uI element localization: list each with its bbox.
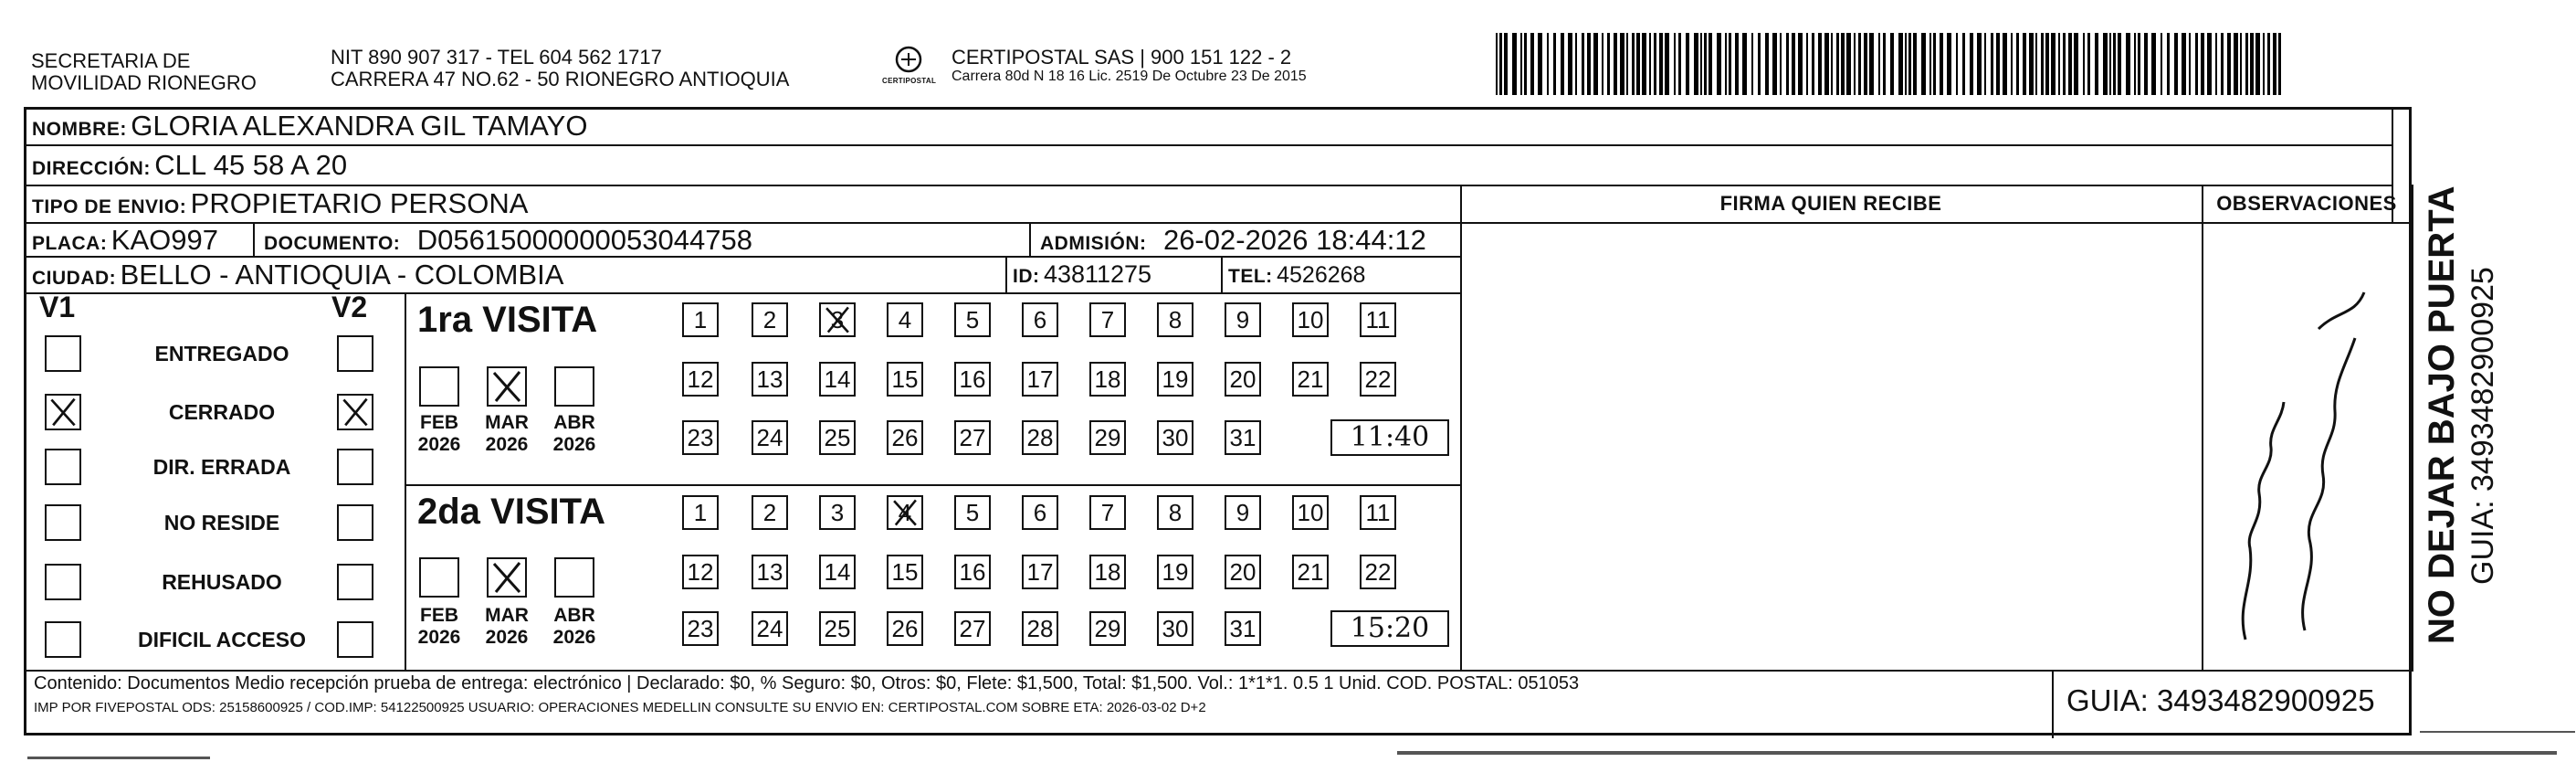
barcode-bar (2174, 33, 2178, 95)
barcode-bar (2074, 33, 2078, 95)
barcode-bar (1956, 33, 1958, 95)
barcode-bar (1854, 33, 1856, 95)
month-checkbox[interactable] (487, 557, 527, 598)
month-year: 2026 (552, 434, 596, 455)
barcode-bar (1818, 33, 1822, 95)
month-label (542, 605, 606, 649)
x-mark-icon (47, 396, 79, 429)
barcode-bar (1700, 33, 1702, 95)
barcode-bar (1751, 33, 1753, 95)
day-box[interactable]: 6 (1022, 495, 1058, 530)
barcode-bar (2029, 33, 2034, 95)
firma-label: FIRMA QUIEN RECIBE (1719, 192, 1942, 215)
month-label (475, 412, 539, 456)
status-v1-checkbox[interactable] (45, 394, 81, 430)
day-box[interactable]: 23 (682, 611, 719, 646)
x-mark-icon (339, 396, 372, 429)
barcode-bar (2058, 33, 2060, 95)
day-box[interactable]: 9 (1225, 302, 1261, 337)
day-box[interactable]: 24 (752, 420, 788, 455)
barcode-bar (1947, 33, 1951, 95)
day-box[interactable]: 25 (819, 611, 856, 646)
barcode-bar (1878, 33, 1880, 95)
barcode-bar (1632, 33, 1635, 95)
barcode-bar (2245, 33, 2248, 95)
barcode-bar (2215, 33, 2217, 95)
day-box[interactable]: 21 (1292, 362, 1329, 397)
barcode-bar (1869, 33, 1874, 95)
footer-imp: IMP POR FIVEPOSTAL ODS: 25158600925 / COD.IMP: 54122500925 USUARIO: OPERACIONES MEDELLIN CONSULTE SU ENVIO EN: CERTIPOSTAL.COM SOBRE ETA: 2026-03-02 D+2 (34, 700, 1206, 715)
barcode-bar (2207, 33, 2212, 95)
barcode-bar (1940, 33, 1943, 95)
barcode-bar (1729, 33, 1731, 95)
day-box[interactable]: 28 (1022, 611, 1058, 646)
day-box[interactable]: 24 (752, 611, 788, 646)
day-box[interactable]: 18 (1089, 555, 1126, 589)
barcode-bar (1587, 33, 1591, 95)
ciudad-label: CIUDAD: (32, 268, 117, 289)
status-label: DIR. ERRADA (152, 455, 291, 479)
barcode-bar (1846, 33, 1851, 95)
status-label: DIFICIL ACCESO (137, 628, 306, 651)
v2-label: V2 (331, 291, 368, 323)
barcode-bar (1970, 33, 1973, 95)
barcode-bar (1921, 33, 1926, 95)
day-box[interactable]: 15 (887, 362, 923, 397)
barcode-bar (1962, 33, 1965, 95)
day-box[interactable]: 7 (1089, 302, 1126, 337)
barcode-bar (1636, 33, 1640, 95)
company-info (952, 47, 1307, 85)
barcode-bar (1538, 33, 1542, 95)
x-mark-icon (489, 559, 525, 596)
barcode-bar (2234, 33, 2238, 95)
barcode-bar (2068, 33, 2072, 95)
day-box[interactable]: 3 (819, 302, 856, 337)
barcode-bar (1582, 33, 1584, 95)
footer-guia: GUIA: 3493482900925 (2066, 683, 2375, 717)
month-name: FEB (420, 412, 458, 433)
day-box[interactable]: 31 (1225, 420, 1261, 455)
barcode-bar (1704, 33, 1707, 95)
barcode-bar (1913, 33, 1917, 95)
tel-label: TEL: (1228, 266, 1273, 287)
day-box[interactable]: 19 (1157, 555, 1193, 589)
day-box[interactable]: 30 (1157, 611, 1193, 646)
barcode-bar (2118, 33, 2121, 95)
barcode-bar (2126, 33, 2130, 95)
barcode-bar (1812, 33, 1814, 95)
day-box[interactable]: 10 (1292, 495, 1329, 530)
sender-info (331, 47, 789, 90)
x-mark-icon (821, 304, 854, 335)
barcode-bar (2267, 33, 2270, 95)
month-label (475, 605, 539, 649)
day-box[interactable]: 26 (887, 611, 923, 646)
month-checkbox[interactable] (419, 366, 459, 407)
id-value: 43811275 (1043, 260, 1152, 288)
month-year: 2026 (417, 627, 461, 648)
barcode-bar (2045, 33, 2049, 95)
day-box[interactable]: 16 (954, 362, 991, 397)
barcode-bar (1905, 33, 1907, 95)
barcode-bar (1654, 33, 1656, 95)
status-v1-checkbox[interactable] (45, 564, 81, 600)
visit-time: 15:20 (1330, 610, 1449, 647)
barcode-bar (2083, 33, 2085, 95)
footer-contenido: Contenido: Documentos Medio recepción prueba de entrega: electrónico | Declarado: $0, % Seguro: $0, Otros: $0, Flete: $1,500, Total: $1,500. Vol.: 1*1*1. 0.5 1 Unid. COD. POSTAL: 051053 (34, 673, 1580, 693)
barcode-bar (1553, 33, 1556, 95)
x-mark-icon (888, 497, 921, 528)
day-box[interactable]: 1 (682, 495, 719, 530)
id-field (1013, 260, 1151, 289)
nombre-label: NOMBRE: (32, 119, 127, 140)
day-box[interactable]: 6 (1022, 302, 1058, 337)
bottom-edge-corner (2420, 731, 2575, 733)
day-box[interactable]: 11 (1360, 302, 1396, 337)
barcode-bar (2063, 33, 2066, 95)
barcode-bar (2138, 33, 2140, 95)
month-year: 2026 (485, 627, 529, 648)
barcode-bar (1602, 33, 1603, 95)
barcode-bar (1742, 33, 1747, 95)
nit-line: NIT 890 907 317 - TEL 604 562 1717 (331, 46, 662, 69)
tipo-envio-value: PROPIETARIO PERSONA (190, 187, 529, 219)
day-box[interactable]: 20 (1225, 362, 1261, 397)
barcode-bar (1996, 33, 2000, 95)
v1-label: V1 (39, 291, 76, 323)
barcode-bar (1499, 33, 1502, 95)
day-box[interactable]: 12 (682, 555, 719, 589)
barcode-bar (2109, 33, 2111, 95)
day-box[interactable]: 17 (1022, 555, 1058, 589)
barcode-bar (1561, 33, 1564, 95)
barcode-bar (2161, 33, 2162, 95)
day-box[interactable]: 2 (752, 302, 788, 337)
month-label (407, 605, 471, 649)
status-v1-checkbox[interactable] (45, 504, 81, 541)
barcode-bar (1686, 33, 1689, 95)
admision-value: 26-02-2026 18:44:12 (1162, 224, 1426, 256)
day-box[interactable]: 2 (752, 495, 788, 530)
status-v2-checkbox[interactable] (337, 335, 373, 372)
direccion-value: CLL 45 58 A 20 (154, 149, 348, 181)
side-title: NO DEJAR BAJO PUERTA (2422, 185, 2462, 644)
month-checkbox[interactable] (554, 366, 594, 407)
barcode-bar (1735, 33, 1739, 95)
barcode-bar (2095, 33, 2098, 95)
barcode-bar (2151, 33, 2156, 95)
nombre-row (32, 110, 587, 143)
day-box[interactable]: 12 (682, 362, 719, 397)
day-box[interactable]: 4 (887, 495, 923, 530)
barcode-bar (2189, 33, 2191, 95)
barcode-bar (1649, 33, 1651, 95)
barcode-bar (1798, 33, 1803, 95)
visit2-title: 2da VISITA (417, 492, 605, 532)
barcode-bar (1890, 33, 1894, 95)
month-name: ABR (553, 412, 595, 433)
barcode-bar (1864, 33, 1867, 95)
tel-field (1228, 262, 1365, 289)
visit1-title: 1ra VISITA (417, 300, 598, 340)
barcode-bar (1659, 33, 1663, 95)
day-box[interactable]: 18 (1089, 362, 1126, 397)
tel-value: 4526268 (1277, 262, 1366, 288)
day-box[interactable]: 5 (954, 302, 991, 337)
month-checkbox[interactable] (419, 557, 459, 598)
barcode-bar (2113, 33, 2116, 95)
status-v1-checkbox[interactable] (45, 621, 81, 658)
day-box[interactable]: 16 (954, 555, 991, 589)
barcode-bar (2023, 33, 2026, 95)
day-box[interactable]: 4 (887, 302, 923, 337)
admision-field (1040, 224, 1426, 257)
org-line1: SECRETARIA DE (31, 49, 191, 72)
barcode-bar (2016, 33, 2019, 95)
barcode-bar (1908, 33, 1911, 95)
barcode-bar (2240, 33, 2242, 95)
barcode-bar (1614, 33, 1617, 95)
barcode-bar (1806, 33, 1808, 95)
tipo-envio-label: TIPO DE ENVIO: (32, 196, 187, 217)
direccion-label: DIRECCIÓN: (32, 158, 151, 179)
status-v2-checkbox[interactable] (337, 504, 373, 541)
day-box[interactable]: 23 (682, 420, 719, 455)
status-v2-checkbox[interactable] (337, 449, 373, 485)
barcode-bar (2134, 33, 2136, 95)
ciudad-field (32, 259, 563, 291)
barcode-bar (2273, 33, 2276, 95)
barcode-bar (1765, 33, 1769, 95)
barcode-bar (1929, 33, 1931, 95)
day-box[interactable]: 21 (1292, 555, 1329, 589)
day-box[interactable]: 28 (1022, 420, 1058, 455)
barcode-bar (1593, 33, 1598, 95)
status-v2-checkbox[interactable] (337, 621, 373, 658)
org-name (31, 50, 257, 94)
admision-label: ADMISIÓN: (1040, 233, 1147, 254)
barcode-bar (1792, 33, 1795, 95)
barcode-bar (1547, 33, 1549, 95)
barcode-bar (1984, 33, 1986, 95)
barcode-bar (1642, 33, 1646, 95)
barcode (1496, 33, 2281, 95)
barcode-bar (1678, 33, 1681, 95)
barcode-bar (2182, 33, 2186, 95)
nombre-value: GLORIA ALEXANDRA GIL TAMAYO (131, 110, 588, 142)
status-label: NO RESIDE (163, 511, 280, 534)
documento-label: DOCUMENTO: (264, 233, 401, 254)
day-box[interactable]: 8 (1157, 495, 1193, 530)
barcode-bar (2003, 33, 2007, 95)
month-checkbox[interactable] (487, 366, 527, 407)
barcode-bar (1512, 33, 1517, 95)
day-box[interactable]: 29 (1089, 420, 1126, 455)
day-box[interactable]: 8 (1157, 302, 1193, 337)
barcode-bar (2278, 33, 2281, 95)
barcode-bar (1831, 33, 1833, 95)
observation-handwriting (2218, 274, 2392, 658)
barcode-bar (1626, 33, 1628, 95)
barcode-bar (2103, 33, 2108, 95)
barcode-bar (2041, 33, 2044, 95)
certipostal-logo (882, 44, 937, 90)
day-box[interactable]: 1 (682, 302, 719, 337)
barcode-bar (1607, 33, 1610, 95)
barcode-bar (1496, 33, 1498, 95)
status-v1-checkbox[interactable] (45, 449, 81, 485)
logo-text: CERTIPOSTAL (882, 77, 937, 85)
side-guia: GUIA: 3493482900925 (2466, 267, 2500, 585)
day-box[interactable]: 3 (819, 495, 856, 530)
barcode-bar (1977, 33, 1982, 95)
day-box[interactable]: 9 (1225, 495, 1261, 530)
status-v1-checkbox[interactable] (45, 335, 81, 372)
barcode-bar (1772, 33, 1777, 95)
barcode-bar (1836, 33, 1839, 95)
barcode-bar (2051, 33, 2056, 95)
day-box[interactable]: 22 (1360, 362, 1396, 397)
barcode-bar (1530, 33, 1534, 95)
barcode-bar (1620, 33, 1624, 95)
barcode-bar (2087, 33, 2090, 95)
barcode-bar (1520, 33, 1522, 95)
day-box[interactable]: 14 (819, 362, 856, 397)
day-box[interactable]: 7 (1089, 495, 1126, 530)
barcode-bar (1841, 33, 1845, 95)
barcode-bar (1883, 33, 1886, 95)
license-line: Carrera 80d N 18 16 Lic. 2519 De Octubre 23 De 2015 (952, 69, 1307, 84)
delivery-form (24, 107, 2412, 736)
barcode-bar (1858, 33, 1861, 95)
bottom-edge-right (1397, 751, 2557, 755)
barcode-bar (2144, 33, 2148, 95)
direccion-row (32, 149, 347, 182)
barcode-bar (1717, 33, 1721, 95)
barcode-bar (2167, 33, 2170, 95)
ciudad-value: BELLO - ANTIOQUIA - COLOMBIA (120, 259, 564, 291)
month-checkbox[interactable] (554, 557, 594, 598)
barcode-bar (1991, 33, 1993, 95)
day-box[interactable]: 30 (1157, 420, 1193, 455)
month-name: MAR (485, 605, 529, 626)
month-year: 2026 (417, 434, 461, 455)
barcode-bar (1780, 33, 1782, 95)
company-line: CERTIPOSTAL SAS | 900 151 122 - 2 (952, 46, 1292, 69)
barcode-bar (1524, 33, 1527, 95)
barcode-bar (1933, 33, 1936, 95)
day-box[interactable]: 15 (887, 555, 923, 589)
day-box[interactable]: 10 (1292, 302, 1329, 337)
month-name: MAR (485, 412, 529, 433)
barcode-bar (2255, 33, 2260, 95)
barcode-bar (2011, 33, 2013, 95)
barcode-bar (1725, 33, 1727, 95)
month-name: ABR (553, 605, 595, 626)
month-year: 2026 (485, 434, 529, 455)
day-box[interactable]: 17 (1022, 362, 1058, 397)
barcode-bar (1786, 33, 1789, 95)
status-v2-checkbox[interactable] (337, 564, 373, 600)
day-box[interactable]: 5 (954, 495, 991, 530)
barcode-bar (1709, 33, 1712, 95)
barcode-bar (2221, 33, 2224, 95)
barcode-bar (1575, 33, 1577, 95)
day-box[interactable]: 26 (887, 420, 923, 455)
day-box[interactable]: 27 (954, 611, 991, 646)
barcode-bar (1568, 33, 1572, 95)
day-box[interactable]: 29 (1089, 611, 1126, 646)
month-label (407, 412, 471, 456)
day-box[interactable]: 14 (819, 555, 856, 589)
id-label: ID: (1013, 266, 1040, 287)
day-box[interactable]: 27 (954, 420, 991, 455)
barcode-bar (1758, 33, 1761, 95)
barcode-bar (1694, 33, 1698, 95)
barcode-bar (2250, 33, 2254, 95)
x-mark-icon (489, 368, 525, 405)
documento-value: D05615000000053044758 (416, 224, 752, 256)
month-name: FEB (420, 605, 458, 626)
barcode-bar (2035, 33, 2037, 95)
org-line2: MOVILIDAD RIONEGRO (31, 71, 257, 94)
day-box[interactable]: 31 (1225, 611, 1261, 646)
day-box[interactable]: 11 (1360, 495, 1396, 530)
barcode-bar (1824, 33, 1829, 95)
tipo-envio-row (32, 187, 528, 220)
address-line: CARRERA 47 NO.62 - 50 RIONEGRO ANTIOQUIA (331, 68, 790, 90)
status-label: ENTREGADO (154, 342, 289, 365)
documento-field (264, 224, 752, 257)
day-box[interactable]: 22 (1360, 555, 1396, 589)
barcode-bar (2263, 33, 2265, 95)
status-label: REHUSADO (162, 570, 282, 594)
day-box[interactable]: 25 (819, 420, 856, 455)
barcode-bar (1504, 33, 1508, 95)
placa-label: PLACA: (32, 233, 108, 254)
month-label (542, 412, 606, 456)
placa-field (32, 224, 218, 257)
barcode-bar (1665, 33, 1669, 95)
bottom-edge-left (27, 757, 210, 759)
barcode-bar (2227, 33, 2231, 95)
status-v2-checkbox[interactable] (337, 394, 373, 430)
barcode-bar (1898, 33, 1903, 95)
visit-time: 11:40 (1330, 419, 1449, 456)
status-label: CERRADO (168, 400, 276, 424)
day-box[interactable]: 13 (752, 362, 788, 397)
day-box[interactable]: 20 (1225, 555, 1261, 589)
month-year: 2026 (552, 627, 596, 648)
day-box[interactable]: 19 (1157, 362, 1193, 397)
barcode-bar (1674, 33, 1676, 95)
day-box[interactable]: 13 (752, 555, 788, 589)
barcode-bar (2201, 33, 2204, 95)
placa-value: KAO997 (110, 224, 218, 256)
observaciones-label: OBSERVACIONES (2216, 192, 2397, 215)
barcode-bar (2195, 33, 2198, 95)
